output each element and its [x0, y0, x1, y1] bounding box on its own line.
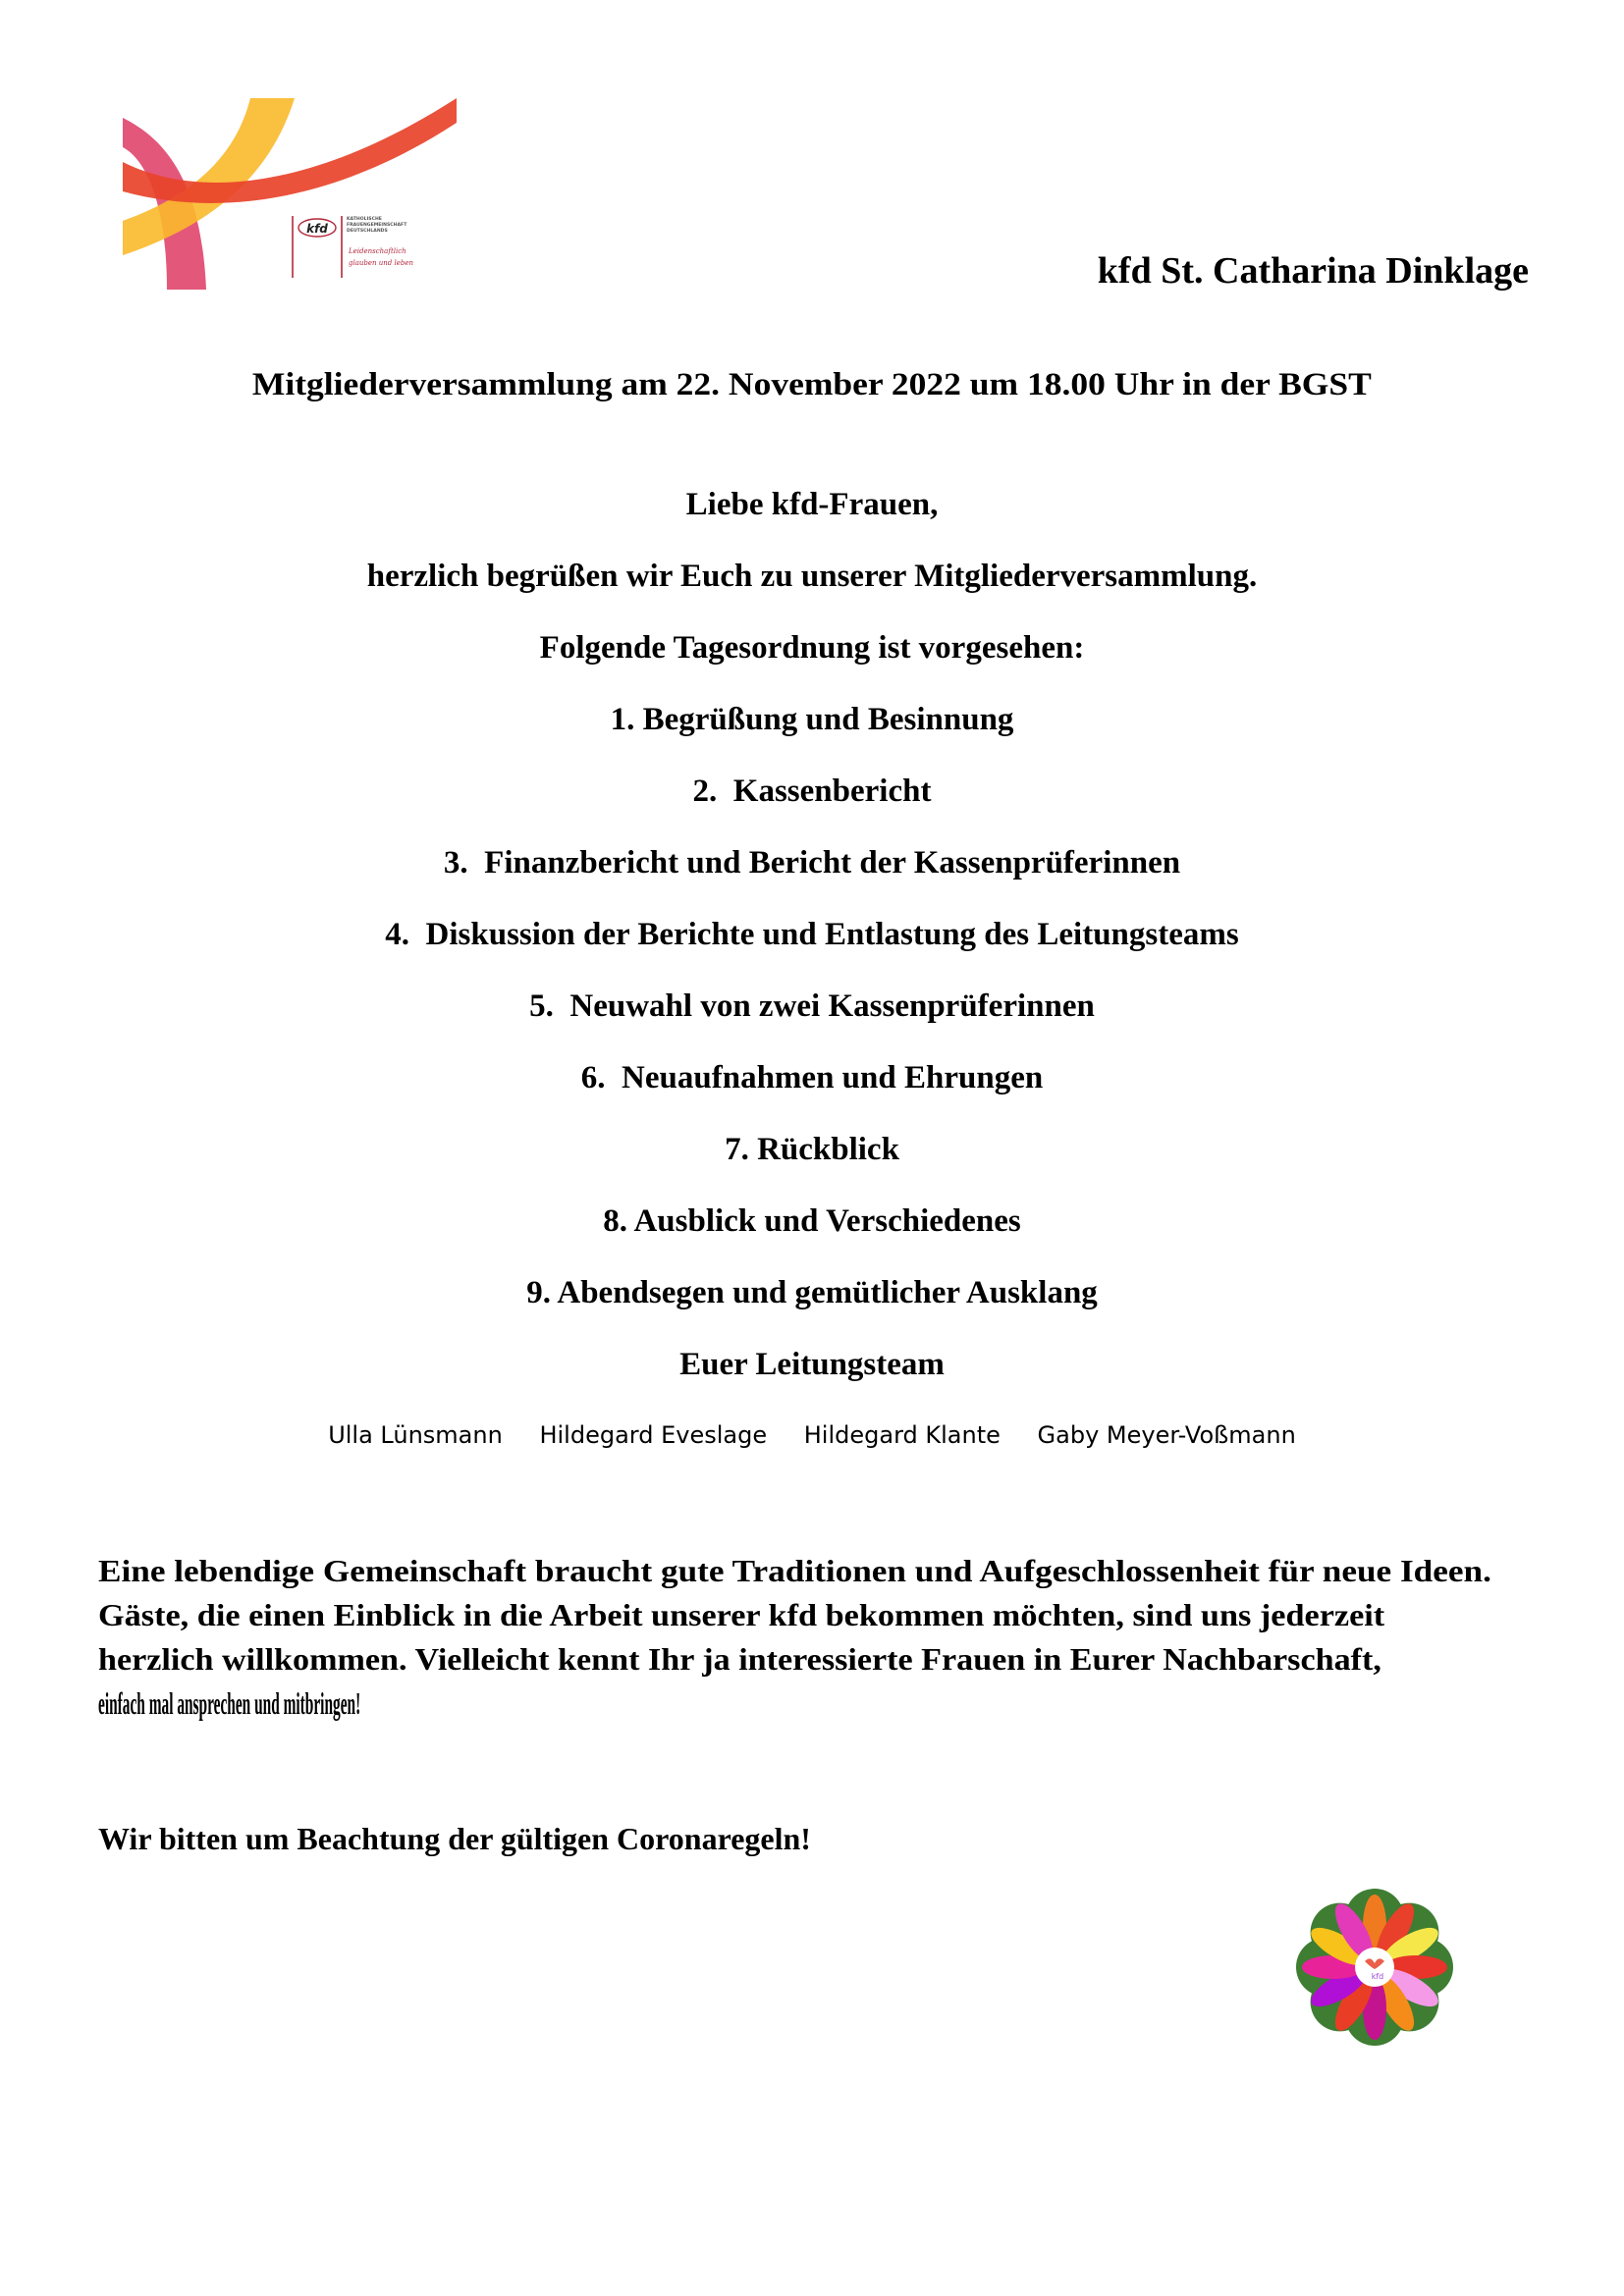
agenda-item-text: 4. Diskussion der Berichte und Entlastung des Leitungsteams	[385, 917, 1239, 952]
logo-org-line: DEUTSCHLANDS	[347, 229, 388, 234]
invitation-paragraph	[98, 1549, 1491, 1726]
agenda-item-text: 2. Kassenbericht	[692, 774, 932, 809]
logo-tagline: glauben und leben	[349, 259, 413, 267]
paragraph-line: Gäste, die einen Einblick in die Arbeit unserer kfd bekommen möchten, sind uns jederzeit	[98, 1597, 1385, 1632]
agenda-item	[0, 985, 1624, 1028]
agenda-item	[0, 841, 1624, 884]
paragraph-line: einfach mal ansprechen und mitbringen!	[98, 1685, 361, 1721]
team-names	[0, 1421, 1624, 1449]
kfd-logo	[123, 98, 457, 290]
agenda-item	[0, 1128, 1624, 1171]
agenda-item	[0, 1200, 1624, 1243]
salutation	[0, 483, 1624, 526]
team-member: Hildegard Eveslage	[539, 1421, 768, 1449]
signoff-text: Euer Leitungsteam	[679, 1347, 945, 1382]
agenda-item-text: 1. Begrüßung und Besinnung	[610, 702, 1014, 737]
agenda-item-text: 6. Neuaufnahmen und Ehrungen	[580, 1060, 1044, 1095]
greeting	[0, 555, 1624, 598]
agenda-item	[0, 770, 1624, 813]
meeting-title	[0, 367, 1624, 403]
agenda-item-text: 5. Neuwahl von zwei Kassenprüferinnen	[529, 988, 1095, 1024]
agenda-intro-text: Folgende Tagesordnung ist vorgesehen:	[539, 630, 1085, 666]
agenda-item	[0, 1271, 1624, 1314]
team-member: Gaby Meyer-Voßmann	[1037, 1421, 1296, 1449]
logo-mark: kfd	[306, 222, 328, 236]
flower-center-mark: kfd	[1371, 1972, 1384, 1981]
paragraph-line: Eine lebendige Gemeinschaft braucht gute Traditionen und Aufgeschlossenheit für neue Ideen.	[98, 1553, 1491, 1588]
agenda-item-text: 7. Rückblick	[725, 1132, 899, 1167]
kfd-flower-graphic	[1294, 1887, 1455, 2048]
paragraph-line: herzlich willkommen. Vielleicht kennt Ihr ja interessierte Frauen in Eurer Nachbarschaft,	[98, 1641, 1381, 1677]
logo-org-line: FRAUENGEMEINSCHAFT	[347, 223, 407, 228]
signoff	[0, 1343, 1624, 1386]
organization-name: kfd St. Catharina Dinklage	[1097, 250, 1529, 292]
agenda-item	[0, 913, 1624, 956]
logo-tagline: Leidenschaftlich	[349, 247, 406, 255]
agenda-item-text: 9. Abendsegen und gemütlicher Ausklang	[526, 1275, 1098, 1310]
team-member: Ulla Lünsmann	[328, 1421, 503, 1449]
agenda-item	[0, 698, 1624, 741]
corona-notice: Wir bitten um Beachtung der gültigen Coronaregeln!	[98, 1821, 811, 1856]
agenda-item-text: 3. Finanzbericht und Bericht der Kassenprüferinnen	[443, 845, 1181, 881]
greeting-text: herzlich begrüßen wir Euch zu unserer Mitgliederversammlung.	[366, 559, 1258, 594]
salutation-text: Liebe kfd-Frauen,	[685, 487, 939, 522]
logo-org-line: KATHOLISCHE	[347, 217, 382, 222]
agenda-intro	[0, 626, 1624, 669]
agenda-item	[0, 1056, 1624, 1099]
meeting-title-text: Mitgliederversammlung am 22. November 2022 um 18.00 Uhr in der BGST	[251, 367, 1372, 402]
agenda-item-text: 8. Ausblick und Verschiedenes	[603, 1203, 1021, 1239]
team-member: Hildegard Klante	[803, 1421, 1001, 1449]
